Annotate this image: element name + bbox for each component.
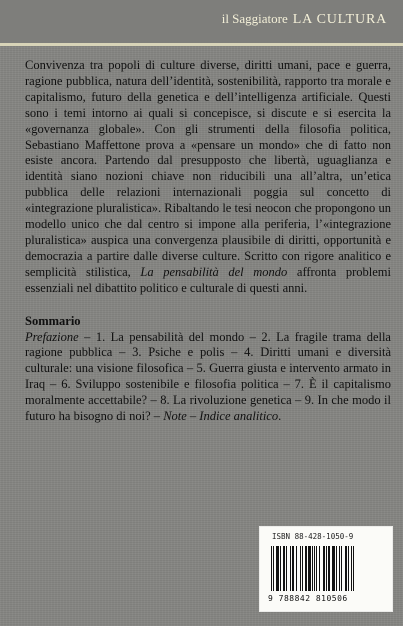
barcode-stripe xyxy=(319,546,320,591)
header-rule xyxy=(0,43,403,46)
toc-separator: – xyxy=(186,409,200,424)
barcode-stripe xyxy=(290,546,291,591)
barcode-stripe xyxy=(300,546,301,591)
barcode-stripe xyxy=(345,546,347,591)
barcode-stripe xyxy=(276,546,279,591)
barcode-stripe xyxy=(296,546,297,591)
barcode-stripe xyxy=(283,546,285,591)
ean-number: 9 788842 810506 xyxy=(268,594,348,603)
barcode-stripe xyxy=(286,546,287,591)
barcode-stripe xyxy=(314,546,315,591)
toc-notes: Note xyxy=(163,409,187,424)
barcode-stripe xyxy=(336,546,337,591)
barcode-stripe xyxy=(332,546,335,591)
barcode-stripe xyxy=(323,546,325,591)
table-of-contents xyxy=(25,330,391,425)
barcode-stripe xyxy=(271,546,272,591)
barcode-stripe xyxy=(351,546,352,591)
barcode-stripe xyxy=(312,546,313,591)
description-text-2: affronta problemi essenziali nel dibattito politico e culturale di questi anni. xyxy=(25,264,391,295)
toc-chapters: – 1. La pensabilità del mondo – 2. La fragile trama della ragione pubblica – 3. Psiche e polis – 4. Diritti umani e diversità culturale: una visione filosofica – 5. Guerra giusta e intervento armato in Iraq – 6. Sviluppo sostenibile e filosofia politica – 7. È il capitalismo moralmente accettabile? – 8. La rivoluzione genetica – 9. In che modo il futuro ha bisogno di noi? – xyxy=(25,329,391,424)
barcode-stripe xyxy=(326,546,327,591)
barcode-label xyxy=(259,526,393,612)
barcode-stripe xyxy=(328,546,330,591)
barcode-stripe xyxy=(308,546,311,591)
summary-heading: Sommario xyxy=(25,313,81,328)
barcode-stripe xyxy=(292,546,294,591)
book-title-inline: La pensabilità del mondo xyxy=(140,264,288,279)
barcode-stripe xyxy=(341,546,342,591)
toc-end: . xyxy=(278,409,282,424)
description-text-1: Convivenza tra popoli di culture diverse, diritti umani, pace e guerra, ragione pubblica, natura dell’identità, sostenibilità, rapporto tra morale e capitalismo, futuro della genetica e dell’intelligenza artificiale. Questi sono i temi intorno ai quali si concepisce, si discute e si esercita la «governanza globale». Con gli strumenti della filosofia politica, Sebastiano Maffettone prova a «pensare un mondo» che di fatto non esiste ancora. Partendo dal presupposto che libertà, uguaglianza e identità siano nozioni chiave non riducibili una all’altra, un’etica pubblica delle relazioni internazionali poggia sul concetto di «integrazione pluralistica». Ribaltando le tesi neocon che propongono un modello unico che dal centro si impone alla periferia, l’«integrazione pluralistica» auspica una convergenza plausibile di diritti, opportunità e democrazia a partire dalle diverse culture. Scritto con rigore analitico e semplicità stilistica, xyxy=(25,58,391,279)
publisher-name: il Saggiatore xyxy=(221,11,288,26)
toc-index: Indice analitico xyxy=(199,409,279,424)
body-text xyxy=(25,58,391,425)
barcode-stripe xyxy=(353,546,354,591)
barcode-stripe xyxy=(302,546,303,591)
toc-preface: Prefazione xyxy=(25,329,79,344)
isbn-text: ISBN 88-428-1050-9 xyxy=(272,532,354,541)
barcode-stripe xyxy=(339,546,340,591)
barcode-stripe xyxy=(316,546,317,591)
book-description xyxy=(25,58,391,297)
barcode-stripe xyxy=(348,546,349,591)
publisher-line xyxy=(222,11,387,28)
barcode-stripe xyxy=(273,546,274,591)
barcode-stripe xyxy=(305,546,307,591)
barcode-stripe xyxy=(280,546,281,591)
barcode-bars xyxy=(269,546,379,591)
series-name: LA CULTURA xyxy=(292,12,387,27)
